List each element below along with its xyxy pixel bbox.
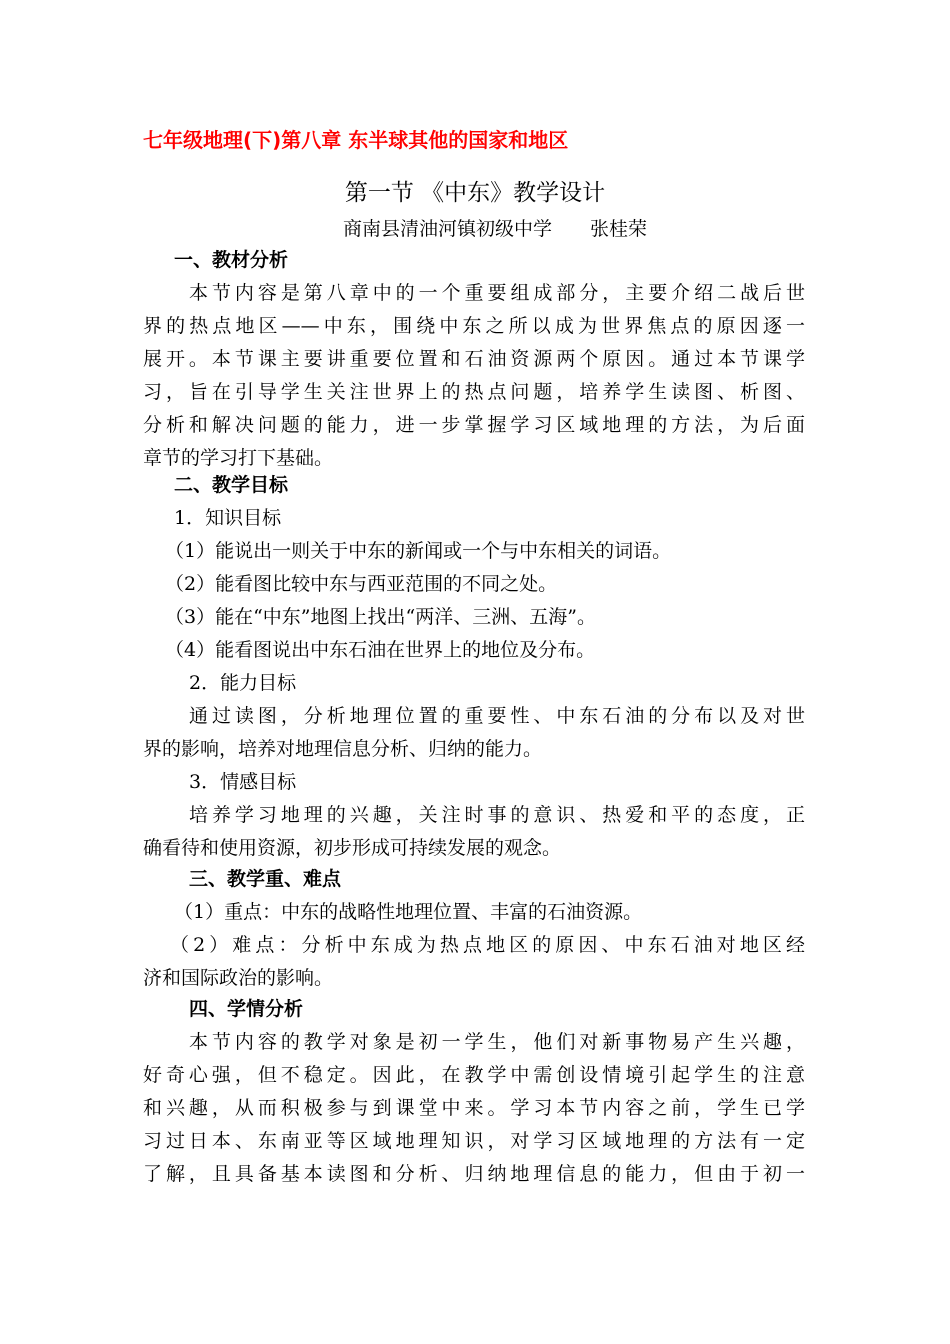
paragraph-line: 界的热点地区——中东，围绕中东之所以成为世界焦点的原因逐一	[143, 315, 805, 337]
paragraph-line: 习，旨在引导学生关注世界上的热点问题，培养学生读图、析图、	[143, 381, 805, 403]
paragraph-line: 培养学习地理的兴趣，关注时事的意识、热爱和平的态度，正	[189, 804, 805, 826]
paragraph-line: 济和国际政治的影响。	[143, 967, 334, 989]
paragraph-line: 本节内容的教学对象是初一学生，他们对新事物易产生兴趣，	[189, 1031, 805, 1053]
section-heading-2: 二、教学目标	[174, 474, 289, 496]
paragraph-line: 通过读图，分析地理位置的重要性、中东石油的分布以及对世	[189, 705, 805, 727]
paragraph-line: （2）难点：分析中东成为热点地区的原因、中东石油对地区经	[170, 934, 805, 956]
paragraph-line: 界的影响，培养对地理信息分析、归纳的能力。	[143, 738, 543, 760]
paragraph-line: 章节的学习打下基础。	[143, 447, 334, 469]
paragraph-line: 确看待和使用资源，初步形成可持续发展的观念。	[143, 837, 562, 859]
list-item: （2）能看图比较中东与西亚范围的不同之处。	[165, 573, 558, 595]
author-name: 张桂荣	[590, 218, 648, 240]
subheading-emotion: 3．情感目标	[189, 771, 297, 793]
subheading-ability: 2．能力目标	[189, 672, 297, 694]
paragraph-line: 分析和解决问题的能力，进一步掌握学习区域地理的方法，为后面	[143, 414, 805, 436]
document-title: 第一节 《中东》教学设计	[344, 180, 606, 206]
paragraph-line: 和兴趣，从而积极参与到课堂中来。学习本节内容之前，学生已学	[143, 1097, 805, 1119]
paragraph-line: 习过日本、东南亚等区域地理知识，对学习区域地理的方法有一定	[143, 1130, 805, 1152]
paragraph-line: 好奇心强，但不稳定。因此，在教学中需创设情境引起学生的注意	[143, 1064, 805, 1086]
list-item: （4）能看图说出中东石油在世界上的地位及分布。	[165, 639, 596, 661]
list-item: （3）能在“中东”地图上找出“两洋、三洲、五海”。	[165, 606, 596, 628]
author-line	[0, 214, 950, 241]
paragraph-line: 展开。本节课主要讲重要位置和石油资源两个原因。通过本节课学	[143, 348, 805, 370]
subheading-knowledge: 1．知识目标	[174, 507, 282, 529]
chapter-title: 七年级地理(下)第八章 东半球其他的国家和地区	[143, 128, 569, 152]
author-school: 商南县清油河镇初级中学	[342, 218, 552, 240]
paragraph-line: 本节内容是第八章中的一个重要组成部分，主要介绍二战后世	[189, 282, 805, 304]
list-item: （1）能说出一则关于中东的新闻或一个与中东相关的词语。	[165, 540, 672, 562]
section-heading-4: 四、学情分析	[189, 998, 304, 1020]
section-heading-3: 三、教学重、难点	[189, 868, 342, 890]
key-point: （1）重点：中东的战略性地理位置、丰富的石油资源。	[174, 901, 643, 923]
paragraph-line: 了解，且具备基本读图和分析、归纳地理信息的能力，但由于初一	[143, 1163, 805, 1185]
section-heading-1: 一、教材分析	[174, 249, 289, 271]
